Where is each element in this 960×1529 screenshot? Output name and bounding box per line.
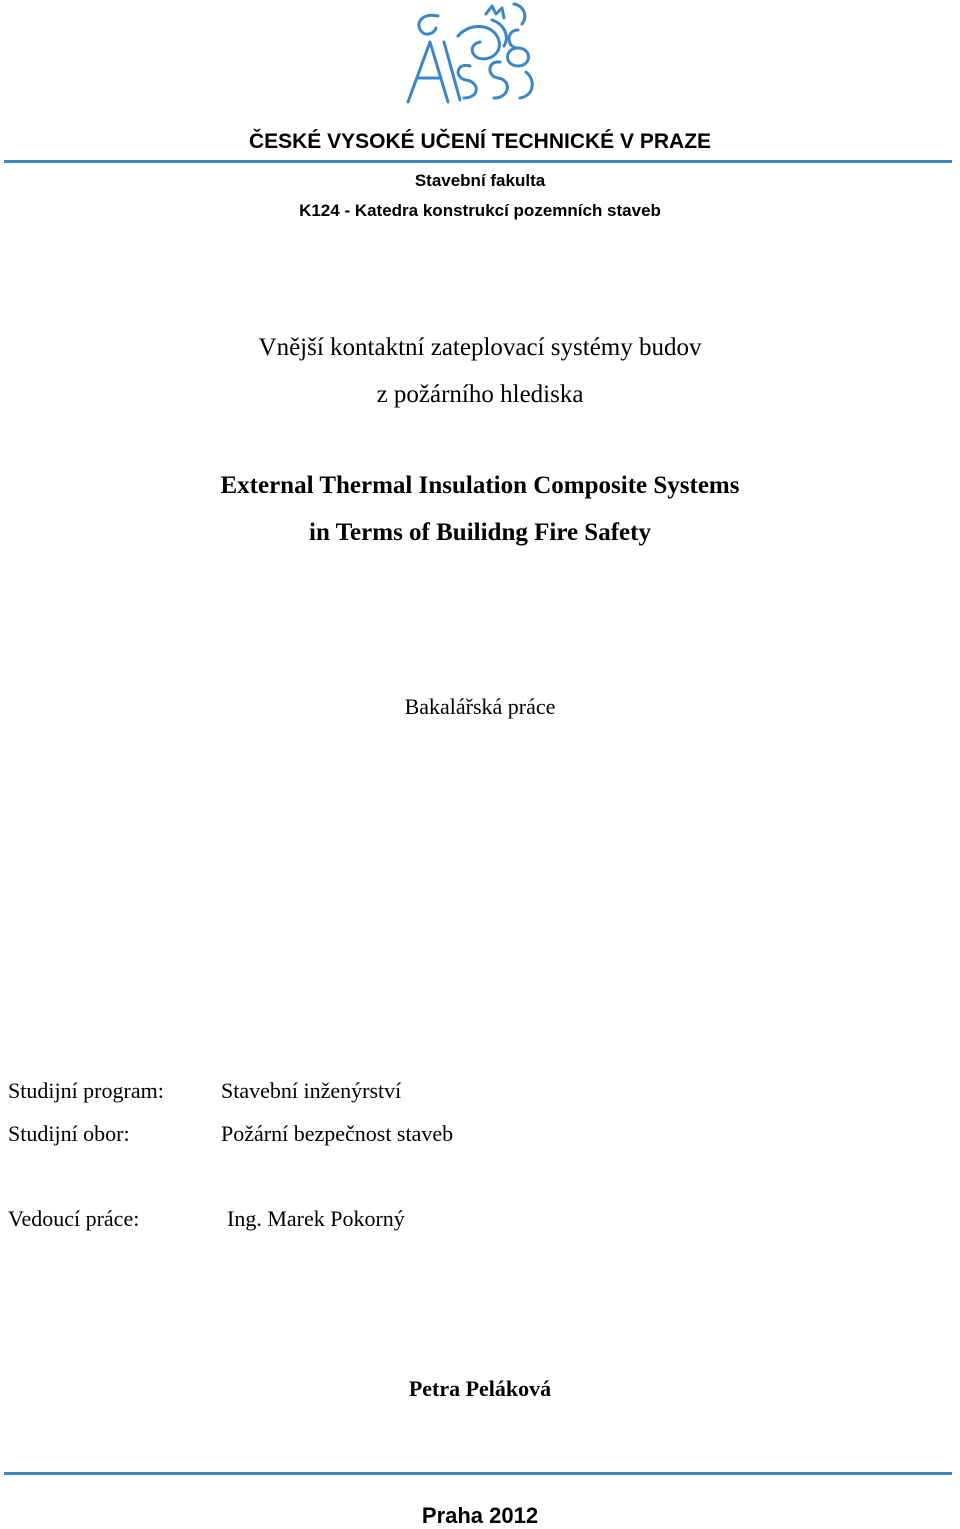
department-name: K124 - Katedra konstrukcí pozemních staveb <box>299 201 661 220</box>
header-divider <box>4 160 952 163</box>
title-cz-line-2: z požárního hlediska <box>376 381 584 408</box>
place-year: Praha 2012 <box>421 1503 539 1528</box>
title-en-line-2: in Terms of Builidng Fire Safety <box>309 519 651 546</box>
author-name: Petra Peláková <box>408 1376 552 1401</box>
university-name: ČESKÉ VYSOKÉ UČENÍ TECHNICKÉ V PRAZE <box>248 130 712 153</box>
supervisor-label: Vedoucí práce: <box>8 1206 140 1231</box>
study-field-value: Požární bezpečnost staveb <box>221 1121 454 1146</box>
title-cz-line-1: Vnější kontaktní zateplovací systémy budov <box>258 334 702 361</box>
study-program-label: Studijní program: <box>8 1078 164 1103</box>
footer-divider <box>4 1472 952 1475</box>
title-en-line-1: External Thermal Insulation Composite Systems <box>220 472 740 499</box>
cvut-lion-logo <box>400 2 542 108</box>
study-program-value: Stavební inženýrství <box>221 1078 402 1103</box>
study-field-label: Studijní obor: <box>8 1121 130 1146</box>
supervisor-value: Ing. Marek Pokorný <box>227 1206 405 1231</box>
thesis-type: Bakalářská práce <box>404 694 556 719</box>
faculty-name: Stavební fakulta <box>414 171 546 190</box>
